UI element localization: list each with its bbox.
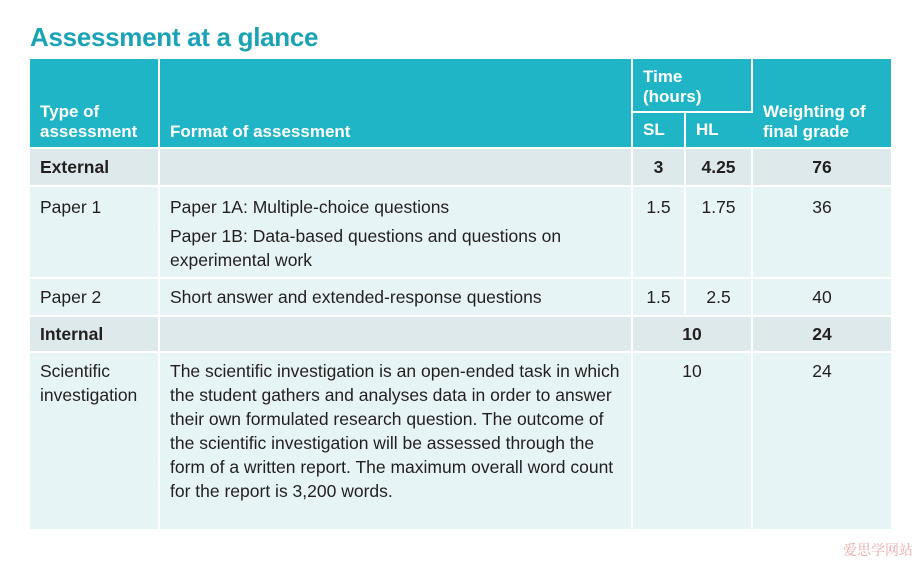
paper2-type: Paper 2 <box>30 279 160 317</box>
header-type: Type of assessment <box>30 59 160 149</box>
paper1-type: Paper 1 <box>30 187 160 279</box>
header-time: Time (hours) <box>633 59 753 113</box>
header-format: Format of assessment <box>160 59 633 149</box>
paper1-format-a: Paper 1A: Multiple-choice questions <box>170 197 450 217</box>
paper2-hl: 2.5 <box>686 279 753 317</box>
paper2-sl: 1.5 <box>633 279 686 317</box>
paper1-hl: 1.75 <box>686 187 753 279</box>
table-row-paper1 <box>30 187 891 279</box>
table-row-internal <box>30 317 891 353</box>
page-title: Assessment at a glance <box>30 22 319 52</box>
internal-type: Internal <box>30 317 160 353</box>
external-hl: 4.25 <box>686 149 753 187</box>
scientific-type: Scientific investigation <box>30 353 160 531</box>
paper1-format-b: Paper 1B: Data-based questions and questions on experimental work <box>170 226 562 270</box>
assessment-table <box>30 59 891 531</box>
table-row-scientific <box>30 353 891 531</box>
watermark: 爱思学网站 <box>843 542 913 558</box>
paper2-weight: 40 <box>753 279 891 317</box>
header-weighting: Weighting of final grade <box>753 59 891 149</box>
internal-format <box>160 317 633 353</box>
scientific-format: The scientific investigation is an open-ended task in which the student gathers and analyses data in order to answer their own formulated research question. The outcome of the scientific investigation will be assessed through the form of a written report. The maximum overall word count for the report is 3,200 words. <box>160 353 633 531</box>
scientific-weight: 24 <box>753 353 891 531</box>
paper1-sl: 1.5 <box>633 187 686 279</box>
paper2-format: Short answer and extended-response questions <box>160 279 633 317</box>
external-weight: 76 <box>753 149 891 187</box>
paper1-weight: 36 <box>753 187 891 279</box>
paper1-format <box>160 187 633 279</box>
header-sl: SL <box>633 113 686 149</box>
scientific-time: 10 <box>633 353 753 531</box>
external-format <box>160 149 633 187</box>
header-hl: HL <box>686 113 753 149</box>
external-sl: 3 <box>633 149 686 187</box>
internal-time: 10 <box>633 317 753 353</box>
external-type: External <box>30 149 160 187</box>
table-row-paper2 <box>30 279 891 317</box>
internal-weight: 24 <box>753 317 891 353</box>
table-row-external <box>30 149 891 187</box>
